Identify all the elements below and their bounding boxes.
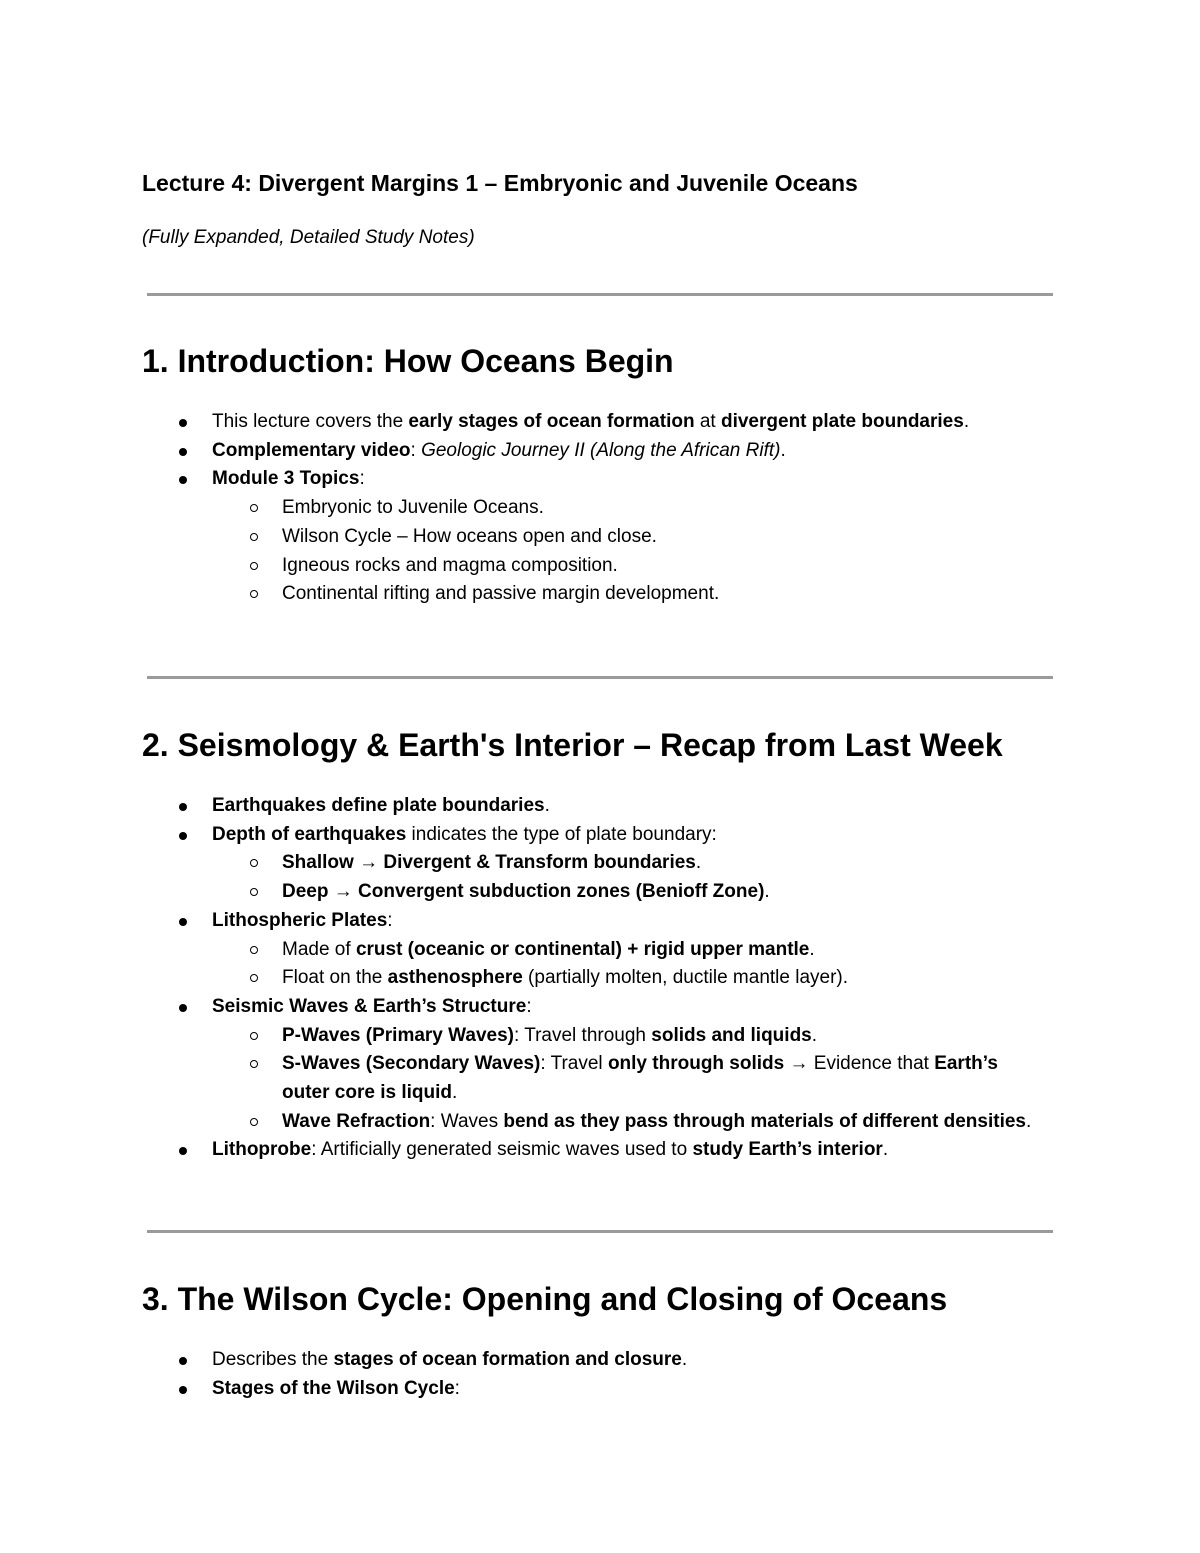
hollow-bullet-icon [250, 590, 258, 598]
hollow-bullet-icon [250, 562, 258, 570]
text: Float on the [282, 967, 388, 989]
bold-text: Stages of the Wilson Cycle [212, 1377, 455, 1399]
text: . [882, 1139, 889, 1161]
bold-text: stages of ocean formation and closure [333, 1349, 682, 1370]
text: (partially molten, ductile mantle layer). [522, 967, 849, 989]
text: : [387, 909, 393, 931]
bullet-icon [179, 803, 187, 811]
text: . [451, 1082, 458, 1104]
bold-text: study Earth’s interior [692, 1139, 883, 1161]
bold-text: Module 3 Topics [212, 468, 360, 490]
text: : [359, 468, 365, 490]
text: : Travel [540, 1053, 608, 1075]
text: : Artificially generated seismic waves used to [311, 1139, 693, 1161]
bullet-icon [179, 918, 187, 926]
section-heading-wilson-cycle: 3. The Wilson Cycle: Opening and Closing of Oceans [142, 1281, 948, 1317]
text: : Travel through [513, 1024, 652, 1046]
bold-text: bend as they pass through materials of different densities [503, 1110, 1026, 1132]
text: → Evidence that [784, 1053, 935, 1075]
list-item [212, 993, 1042, 1137]
sub-list [212, 849, 1042, 906]
list-item [212, 792, 1042, 821]
text: Igneous rocks and magma composition. [282, 554, 618, 576]
text: : [526, 995, 532, 1017]
section-heading-introduction: 1. Introduction: How Oceans Begin [142, 343, 674, 379]
text: This lecture covers the [212, 411, 409, 432]
bold-text: Shallow → Divergent & Transform boundaries [282, 852, 696, 874]
sub-list-item [282, 580, 1042, 609]
text: . [544, 795, 550, 816]
section-heading-seismology: 2. Seismology & Earth's Interior – Recap from Last Week [142, 727, 1003, 763]
hollow-bullet-icon [250, 504, 258, 512]
bullet-icon [179, 1004, 187, 1012]
hollow-bullet-icon [250, 1060, 258, 1068]
text: : [410, 439, 422, 461]
bold-text: only through solids [607, 1053, 785, 1075]
horizontal-divider [147, 293, 1053, 296]
text: . [764, 881, 770, 903]
bullet-icon [179, 1386, 187, 1394]
document-subtitle: (Fully Expanded, Detailed Study Notes) [142, 227, 475, 248]
hollow-bullet-icon [250, 974, 258, 982]
bullet-icon [179, 832, 187, 840]
sub-list [212, 1022, 1042, 1137]
text: . [811, 1024, 818, 1046]
sub-list-item [282, 523, 1042, 552]
list-item [212, 1136, 1042, 1165]
bold-text: crust (oceanic or continental) + rigid upper mantle [355, 938, 810, 960]
section-list-wilson-cycle [212, 1346, 1042, 1403]
text: . [809, 938, 815, 960]
bold-text: Depth of earthquakes [212, 823, 407, 845]
hollow-bullet-icon [250, 888, 258, 896]
section-list-seismology [212, 792, 1042, 1165]
bold-text: Earth’s outer core is liquid [282, 1053, 998, 1104]
list-item [212, 437, 1042, 466]
sub-list-item [282, 936, 1042, 965]
sub-list-item [282, 1108, 1042, 1137]
italic-text: Geologic Journey II (Along the African Rift) [421, 439, 781, 461]
sub-list [212, 494, 1042, 609]
text: . [780, 439, 786, 461]
text: : [454, 1377, 460, 1399]
list-item [212, 408, 1042, 437]
bold-text: Seismic Waves & Earth’s Structure [212, 995, 527, 1017]
hollow-bullet-icon [250, 946, 258, 954]
hollow-bullet-icon [250, 533, 258, 541]
text: Continental rifting and passive margin development. [282, 583, 720, 605]
hollow-bullet-icon [250, 1032, 258, 1040]
bullet-icon [179, 1357, 187, 1365]
list-item [212, 1375, 1042, 1404]
bullet-icon [179, 419, 187, 427]
list-item [212, 1346, 1042, 1375]
bold-text: Wave Refraction [282, 1110, 431, 1132]
text: Wilson Cycle – How oceans open and close. [282, 525, 657, 547]
hollow-bullet-icon [250, 1118, 258, 1126]
text: . [695, 852, 702, 874]
sub-list-item [282, 849, 1042, 878]
bold-text: early stages of ocean formation [408, 411, 695, 432]
sub-list-item [282, 878, 1042, 907]
text: : Waves [430, 1110, 504, 1132]
hollow-bullet-icon [250, 859, 258, 867]
bold-text: asthenosphere [387, 967, 523, 989]
bullet-icon [179, 1147, 187, 1155]
sub-list [212, 936, 1042, 993]
list-item [212, 465, 1042, 609]
bold-text: Complementary video [212, 439, 411, 461]
list-item [212, 821, 1042, 907]
sub-list-item [282, 1050, 1042, 1107]
bold-text: Lithospheric Plates [212, 909, 388, 931]
bold-text: P-Waves (Primary Waves) [282, 1024, 514, 1046]
sub-list-item [282, 552, 1042, 581]
bold-text: divergent plate boundaries [720, 411, 964, 432]
text: at [694, 411, 721, 432]
horizontal-divider [147, 1230, 1053, 1233]
bullet-icon [179, 448, 187, 456]
bold-text: S-Waves (Secondary Waves) [282, 1053, 541, 1075]
sub-list-item [282, 964, 1042, 993]
sub-list-item [282, 494, 1042, 523]
text: . [681, 1349, 688, 1370]
bullet-icon [179, 476, 187, 484]
text: . [1026, 1110, 1032, 1132]
text: Made of [282, 938, 356, 960]
list-item [212, 907, 1042, 993]
text: indicates the type of plate boundary: [406, 823, 717, 845]
bold-text: solids and liquids [651, 1024, 812, 1046]
bold-text: Earthquakes define plate boundaries [212, 795, 545, 816]
text: Embryonic to Juvenile Oceans. [282, 497, 544, 519]
text: Describes the [212, 1349, 334, 1370]
text: . [963, 411, 970, 432]
bold-text: Lithoprobe [212, 1139, 312, 1161]
sub-list-item [282, 1022, 1042, 1051]
section-list-introduction [212, 408, 1042, 609]
document-title: Lecture 4: Divergent Margins 1 – Embryonic and Juvenile Oceans [142, 170, 858, 196]
horizontal-divider [147, 676, 1053, 679]
bold-text: Deep → Convergent subduction zones (Benioff Zone) [282, 881, 765, 903]
